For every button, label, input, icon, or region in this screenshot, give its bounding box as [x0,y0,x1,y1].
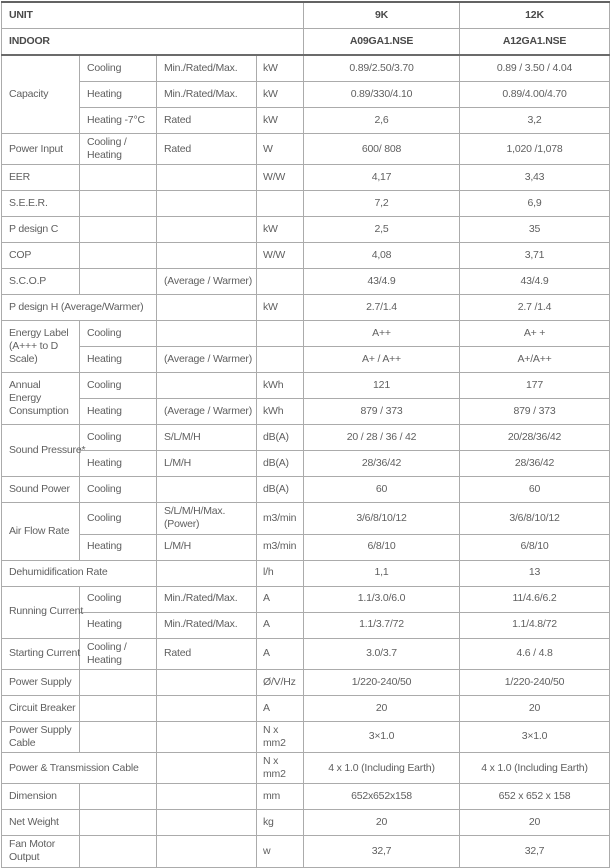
net-weight-value-9k: 20 [304,810,460,836]
table-row-fan-motor-output [2,836,610,867]
fan-motor-output-mode [157,836,257,867]
table-row-seer [2,191,610,217]
sound-power-label: Sound Power [2,477,80,503]
scop-mode: (Average / Warmer) [157,269,257,295]
p-design-h-value-12k: 2.7 /1.4 [460,295,610,321]
air-flow-heating-unit: m3/min [257,534,304,560]
air-flow-cooling-mode: S/L/M/H/Max. (Power) [157,503,257,534]
power-input-sublabel: Cooling / Heating [80,134,157,165]
cop-mode [157,243,257,269]
running-current-cooling-label: Running Current [2,586,80,638]
p-design-c-value-9k: 2,5 [304,217,460,243]
table-row-cop [2,243,610,269]
table-row-dimension [2,784,610,810]
spec-sheet-page [0,1,610,864]
energy-label-heating-value-9k: A+ / A++ [304,347,460,373]
table-row-net-weight [2,810,610,836]
p-design-h-unit: kW [257,295,304,321]
sound-power-value-12k: 60 [460,477,610,503]
table-row-indoor-header [2,29,610,56]
capacity-heating-minus7c-mode: Rated [157,108,257,134]
air-flow-heating-mode: L/M/H [157,534,257,560]
air-flow-cooling-value-9k: 3/6/8/10/12 [304,503,460,534]
table-row-running-current-heating [2,612,610,638]
sound-pressure-cooling-sublabel: Cooling [80,425,157,451]
eer-label: EER [2,165,80,191]
net-weight-mode [157,810,257,836]
capacity-cooling-sublabel: Cooling [80,55,157,82]
dimension-label: Dimension [2,784,80,810]
unit-header-value-9k: 9K [304,2,460,29]
eer-value-9k: 4,17 [304,165,460,191]
table-row-eer [2,165,610,191]
starting-current-sublabel: Cooling / Heating [80,638,157,669]
sound-pressure-heating-mode: L/M/H [157,451,257,477]
table-row-running-current-cooling [2,586,610,612]
energy-label-heating-value-12k: A+/A++ [460,347,610,373]
table-row-dehumidification-rate [2,560,610,586]
power-input-unit: W [257,134,304,165]
sound-pressure-cooling-label: Sound Pressure* [2,425,80,477]
seer-label: S.E.E.R. [2,191,80,217]
sound-pressure-cooling-mode: S/L/M/H [157,425,257,451]
power-supply-mode [157,669,257,695]
sound-power-sublabel: Cooling [80,477,157,503]
sound-pressure-heating-unit: dB(A) [257,451,304,477]
table-row-unit-header [2,2,610,29]
p-design-h-value-9k: 2.7/1.4 [304,295,460,321]
table-row-p-design-h [2,295,610,321]
eer-value-12k: 3,43 [460,165,610,191]
energy-label-heating-sublabel: Heating [80,347,157,373]
unit-header-value-12k: 12K [460,2,610,29]
air-flow-cooling-unit: m3/min [257,503,304,534]
fan-motor-output-value-9k: 32,7 [304,836,460,867]
power-input-value-9k: 600/ 808 [304,134,460,165]
cop-sublabel [80,243,157,269]
energy-label-cooling-unit [257,321,304,347]
table-row-sound-power [2,477,610,503]
sound-pressure-cooling-unit: dB(A) [257,425,304,451]
indoor-header-label: INDOOR [2,29,304,56]
scop-label: S.C.O.P [2,269,80,295]
cop-value-12k: 3,71 [460,243,610,269]
power-input-label: Power Input [2,134,80,165]
power-transmission-cable-mode [157,753,257,784]
table-row-capacity-heating [2,82,610,108]
dehumidification-rate-unit: l/h [257,560,304,586]
air-flow-heating-value-12k: 6/8/10 [460,534,610,560]
net-weight-value-12k: 20 [460,810,610,836]
p-design-c-value-12k: 35 [460,217,610,243]
running-current-cooling-unit: A [257,586,304,612]
scop-value-12k: 43/4.9 [460,269,610,295]
power-transmission-cable-value-9k: 4 x 1.0 (Including Earth) [304,753,460,784]
running-current-heating-mode: Min./Rated/Max. [157,612,257,638]
dehumidification-rate-value-9k: 1,1 [304,560,460,586]
net-weight-sublabel [80,810,157,836]
indoor-header-value-9k: A09GA1.NSE [304,29,460,56]
seer-value-12k: 6,9 [460,191,610,217]
p-design-c-sublabel [80,217,157,243]
sound-pressure-heating-value-12k: 28/36/42 [460,451,610,477]
circuit-breaker-label: Circuit Breaker [2,695,80,721]
annual-energy-heating-unit: kWh [257,399,304,425]
table-row-power-supply [2,669,610,695]
annual-energy-cooling-sublabel: Cooling [80,373,157,399]
air-flow-cooling-value-12k: 3/6/8/10/12 [460,503,610,534]
circuit-breaker-value-12k: 20 [460,695,610,721]
energy-label-cooling-value-12k: A+ + [460,321,610,347]
capacity-heating-minus7c-sublabel: Heating -7°C [80,108,157,134]
capacity-cooling-label: Capacity [2,55,80,134]
p-design-c-mode [157,217,257,243]
power-supply-label: Power Supply [2,669,80,695]
capacity-cooling-value-9k: 0.89/2.50/3.70 [304,55,460,82]
running-current-cooling-value-9k: 1.1/3.0/6.0 [304,586,460,612]
dehumidification-rate-label: Dehumidification Rate [2,560,157,586]
power-supply-unit: Ø/V/Hz [257,669,304,695]
running-current-heating-value-12k: 1.1/4.8/72 [460,612,610,638]
annual-energy-cooling-value-9k: 121 [304,373,460,399]
energy-label-cooling-value-9k: A++ [304,321,460,347]
dehumidification-rate-mode [157,560,257,586]
sound-power-mode [157,477,257,503]
sound-pressure-heating-sublabel: Heating [80,451,157,477]
power-supply-cable-unit: N x mm2 [257,721,304,752]
power-supply-cable-mode [157,721,257,752]
annual-energy-cooling-mode [157,373,257,399]
annual-energy-heating-value-9k: 879 / 373 [304,399,460,425]
unit-header-label: UNIT [2,2,304,29]
running-current-cooling-mode: Min./Rated/Max. [157,586,257,612]
capacity-cooling-value-12k: 0.89 / 3.50 / 4.04 [460,55,610,82]
capacity-heating-unit: kW [257,82,304,108]
dimension-value-9k: 652x652x158 [304,784,460,810]
air-flow-cooling-label: Air Flow Rate [2,503,80,560]
table-row-sound-pressure-cooling [2,425,610,451]
annual-energy-heating-value-12k: 879 / 373 [460,399,610,425]
power-input-mode: Rated [157,134,257,165]
fan-motor-output-label: Fan Motor Output [2,836,80,867]
table-row-annual-energy-cooling [2,373,610,399]
power-supply-cable-label: Power Supply Cable [2,721,80,752]
table-row-power-transmission-cable [2,753,610,784]
table-row-air-flow-cooling [2,503,610,534]
p-design-h-mode [157,295,257,321]
annual-energy-cooling-unit: kWh [257,373,304,399]
circuit-breaker-unit: A [257,695,304,721]
circuit-breaker-sublabel [80,695,157,721]
indoor-header-value-12k: A12GA1.NSE [460,29,610,56]
table-row-energy-label-cooling [2,321,610,347]
eer-sublabel [80,165,157,191]
starting-current-mode: Rated [157,638,257,669]
dimension-unit: mm [257,784,304,810]
running-current-cooling-sublabel: Cooling [80,586,157,612]
seer-mode [157,191,257,217]
table-row-air-flow-heating [2,534,610,560]
running-current-heating-unit: A [257,612,304,638]
annual-energy-heating-sublabel: Heating [80,399,157,425]
dimension-sublabel [80,784,157,810]
sound-power-unit: dB(A) [257,477,304,503]
p-design-c-unit: kW [257,217,304,243]
cop-value-9k: 4,08 [304,243,460,269]
running-current-cooling-value-12k: 11/4.6/6.2 [460,586,610,612]
scop-value-9k: 43/4.9 [304,269,460,295]
dehumidification-rate-value-12k: 13 [460,560,610,586]
cop-unit: W/W [257,243,304,269]
annual-energy-cooling-value-12k: 177 [460,373,610,399]
capacity-heating-minus7c-unit: kW [257,108,304,134]
power-input-value-12k: 1,020 /1,078 [460,134,610,165]
p-design-h-label: P design H (Average/Warmer) [2,295,157,321]
capacity-cooling-unit: kW [257,55,304,82]
p-design-c-label: P design C [2,217,80,243]
seer-unit [257,191,304,217]
energy-label-cooling-label: Energy Label (A+++ to D Scale) [2,321,80,373]
circuit-breaker-value-9k: 20 [304,695,460,721]
sound-power-value-9k: 60 [304,477,460,503]
seer-value-9k: 7,2 [304,191,460,217]
table-row-starting-current [2,638,610,669]
starting-current-label: Starting Current [2,638,80,669]
capacity-heating-minus7c-value-9k: 2,6 [304,108,460,134]
annual-energy-cooling-label: Annual Energy Consumption [2,373,80,425]
capacity-heating-value-12k: 0.89/4.00/4.70 [460,82,610,108]
spec-table [1,1,610,868]
starting-current-unit: A [257,638,304,669]
fan-motor-output-value-12k: 32,7 [460,836,610,867]
scop-unit [257,269,304,295]
capacity-heating-mode: Min./Rated/Max. [157,82,257,108]
power-supply-cable-value-12k: 3×1.0 [460,721,610,752]
fan-motor-output-unit: w [257,836,304,867]
scop-sublabel [80,269,157,295]
net-weight-unit: kg [257,810,304,836]
net-weight-label: Net Weight [2,810,80,836]
seer-sublabel [80,191,157,217]
power-transmission-cable-value-12k: 4 x 1.0 (Including Earth) [460,753,610,784]
energy-label-heating-mode: (Average / Warmer) [157,347,257,373]
table-row-power-input [2,134,610,165]
energy-label-cooling-sublabel: Cooling [80,321,157,347]
table-row-capacity-heating-minus7c [2,108,610,134]
energy-label-heating-unit [257,347,304,373]
table-row-capacity-cooling [2,55,610,82]
spec-table-body [2,2,610,867]
eer-unit: W/W [257,165,304,191]
running-current-heating-value-9k: 1.1/3.7/72 [304,612,460,638]
annual-energy-heating-mode: (Average / Warmer) [157,399,257,425]
energy-label-cooling-mode [157,321,257,347]
table-row-scop [2,269,610,295]
sound-pressure-cooling-value-9k: 20 / 28 / 36 / 42 [304,425,460,451]
fan-motor-output-sublabel [80,836,157,867]
power-transmission-cable-label: Power & Transmission Cable [2,753,157,784]
capacity-heating-minus7c-value-12k: 3,2 [460,108,610,134]
table-row-power-supply-cable [2,721,610,752]
power-supply-value-9k: 1/220-240/50 [304,669,460,695]
table-row-p-design-c [2,217,610,243]
capacity-heating-sublabel: Heating [80,82,157,108]
starting-current-value-12k: 4.6 / 4.8 [460,638,610,669]
power-supply-cable-value-9k: 3×1.0 [304,721,460,752]
circuit-breaker-mode [157,695,257,721]
starting-current-value-9k: 3.0/3.7 [304,638,460,669]
power-supply-sublabel [80,669,157,695]
power-supply-cable-sublabel [80,721,157,752]
eer-mode [157,165,257,191]
dimension-value-12k: 652 x 652 x 158 [460,784,610,810]
capacity-cooling-mode: Min./Rated/Max. [157,55,257,82]
air-flow-heating-sublabel: Heating [80,534,157,560]
air-flow-heating-value-9k: 6/8/10 [304,534,460,560]
running-current-heating-sublabel: Heating [80,612,157,638]
air-flow-cooling-sublabel: Cooling [80,503,157,534]
capacity-heating-value-9k: 0.89/330/4.10 [304,82,460,108]
table-row-sound-pressure-heating [2,451,610,477]
power-transmission-cable-unit: N x mm2 [257,753,304,784]
table-row-annual-energy-heating [2,399,610,425]
sound-pressure-heating-value-9k: 28/36/42 [304,451,460,477]
power-supply-value-12k: 1/220-240/50 [460,669,610,695]
sound-pressure-cooling-value-12k: 20/28/36/42 [460,425,610,451]
cop-label: COP [2,243,80,269]
dimension-mode [157,784,257,810]
table-row-circuit-breaker [2,695,610,721]
table-row-energy-label-heating [2,347,610,373]
